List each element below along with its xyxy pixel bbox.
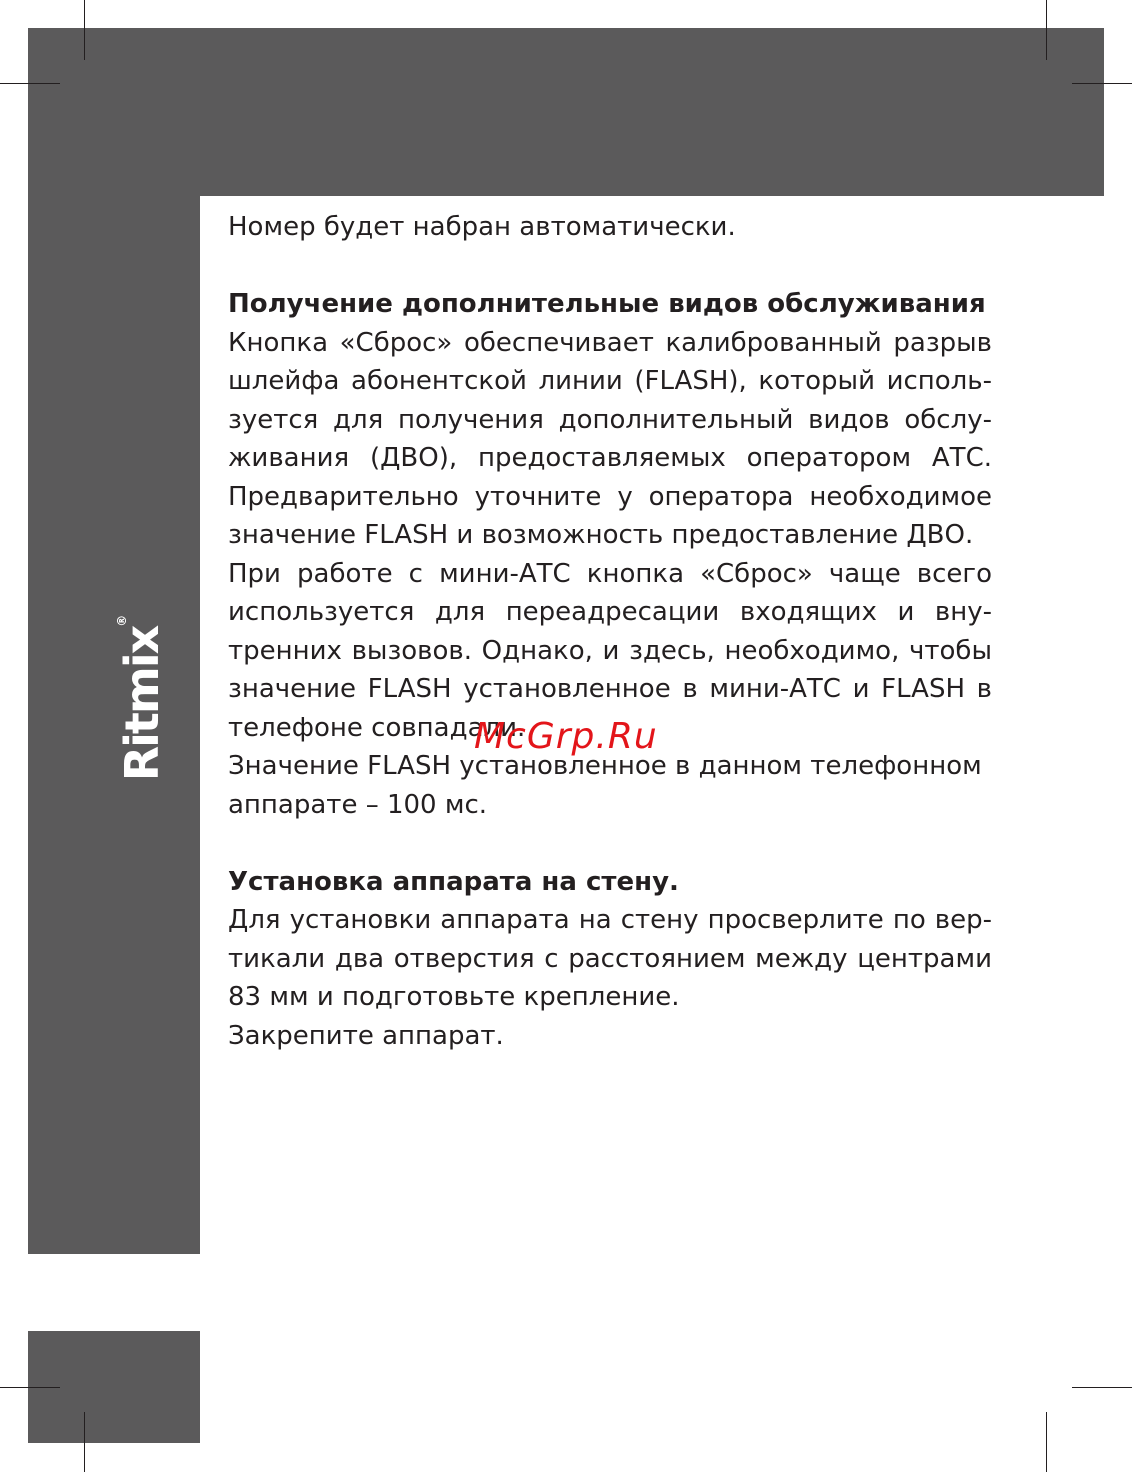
crop-mark: [1072, 83, 1132, 84]
brand-logo: [115, 615, 169, 782]
page-content: [228, 208, 992, 1055]
heading-wall-mount: Установка аппарата на стену.: [228, 866, 679, 897]
paragraph-wall-mount: Для установки аппарата на стену просверлите по вер- тикали два отверстия с расстоянием между центрами 83 мм и подготовьте крепление.: [228, 905, 992, 1012]
brand-reg-mark: ®: [115, 614, 129, 627]
crop-mark: [1046, 0, 1047, 60]
sidebar-band: [28, 196, 200, 1254]
crop-mark: [1072, 1387, 1132, 1388]
crop-mark: [84, 0, 85, 60]
crop-mark: [0, 83, 60, 84]
paragraph-mini-pbx: При работе с мини-АТС кнопка «Сброс» чаще всего используется для переадресации входящих и вну- тренних вызовов. Однако, и здесь, необходимо, чтобы значение FLASH установленное в мини-АТС и FLASH в телефоне совпадали.: [228, 558, 992, 743]
brand-logo-text: Ritmix: [115, 626, 169, 782]
watermark-text: McGrp.Ru: [474, 716, 658, 757]
crop-mark: [84, 1412, 85, 1472]
crop-mark: [0, 1387, 60, 1388]
heading-services: Получение дополнительные видов обслуживания: [228, 289, 986, 319]
header-band: [28, 28, 1104, 196]
crop-mark: [1046, 1412, 1047, 1472]
paragraph-flash-value: Значение FLASH установленное в данном телефонном аппарате – 100 мс.: [228, 751, 982, 820]
paragraph-fix-device: Закрепите аппарат.: [228, 1020, 504, 1051]
paragraph-flash-button: Кнопка «Сброс» обеспечивает калиброванный разрыв шлейфа абонентской линии (FLASH), который исполь- зуется для получения дополнительный видов обслу- живания (ДВО), предоставляемых оператором АТС. Предварительно уточните у оператора необходимое значение FLASH и возможность предоставление ДВО.: [228, 327, 992, 550]
paragraph-auto-dial: Номер будет набран автоматически.: [228, 212, 736, 242]
